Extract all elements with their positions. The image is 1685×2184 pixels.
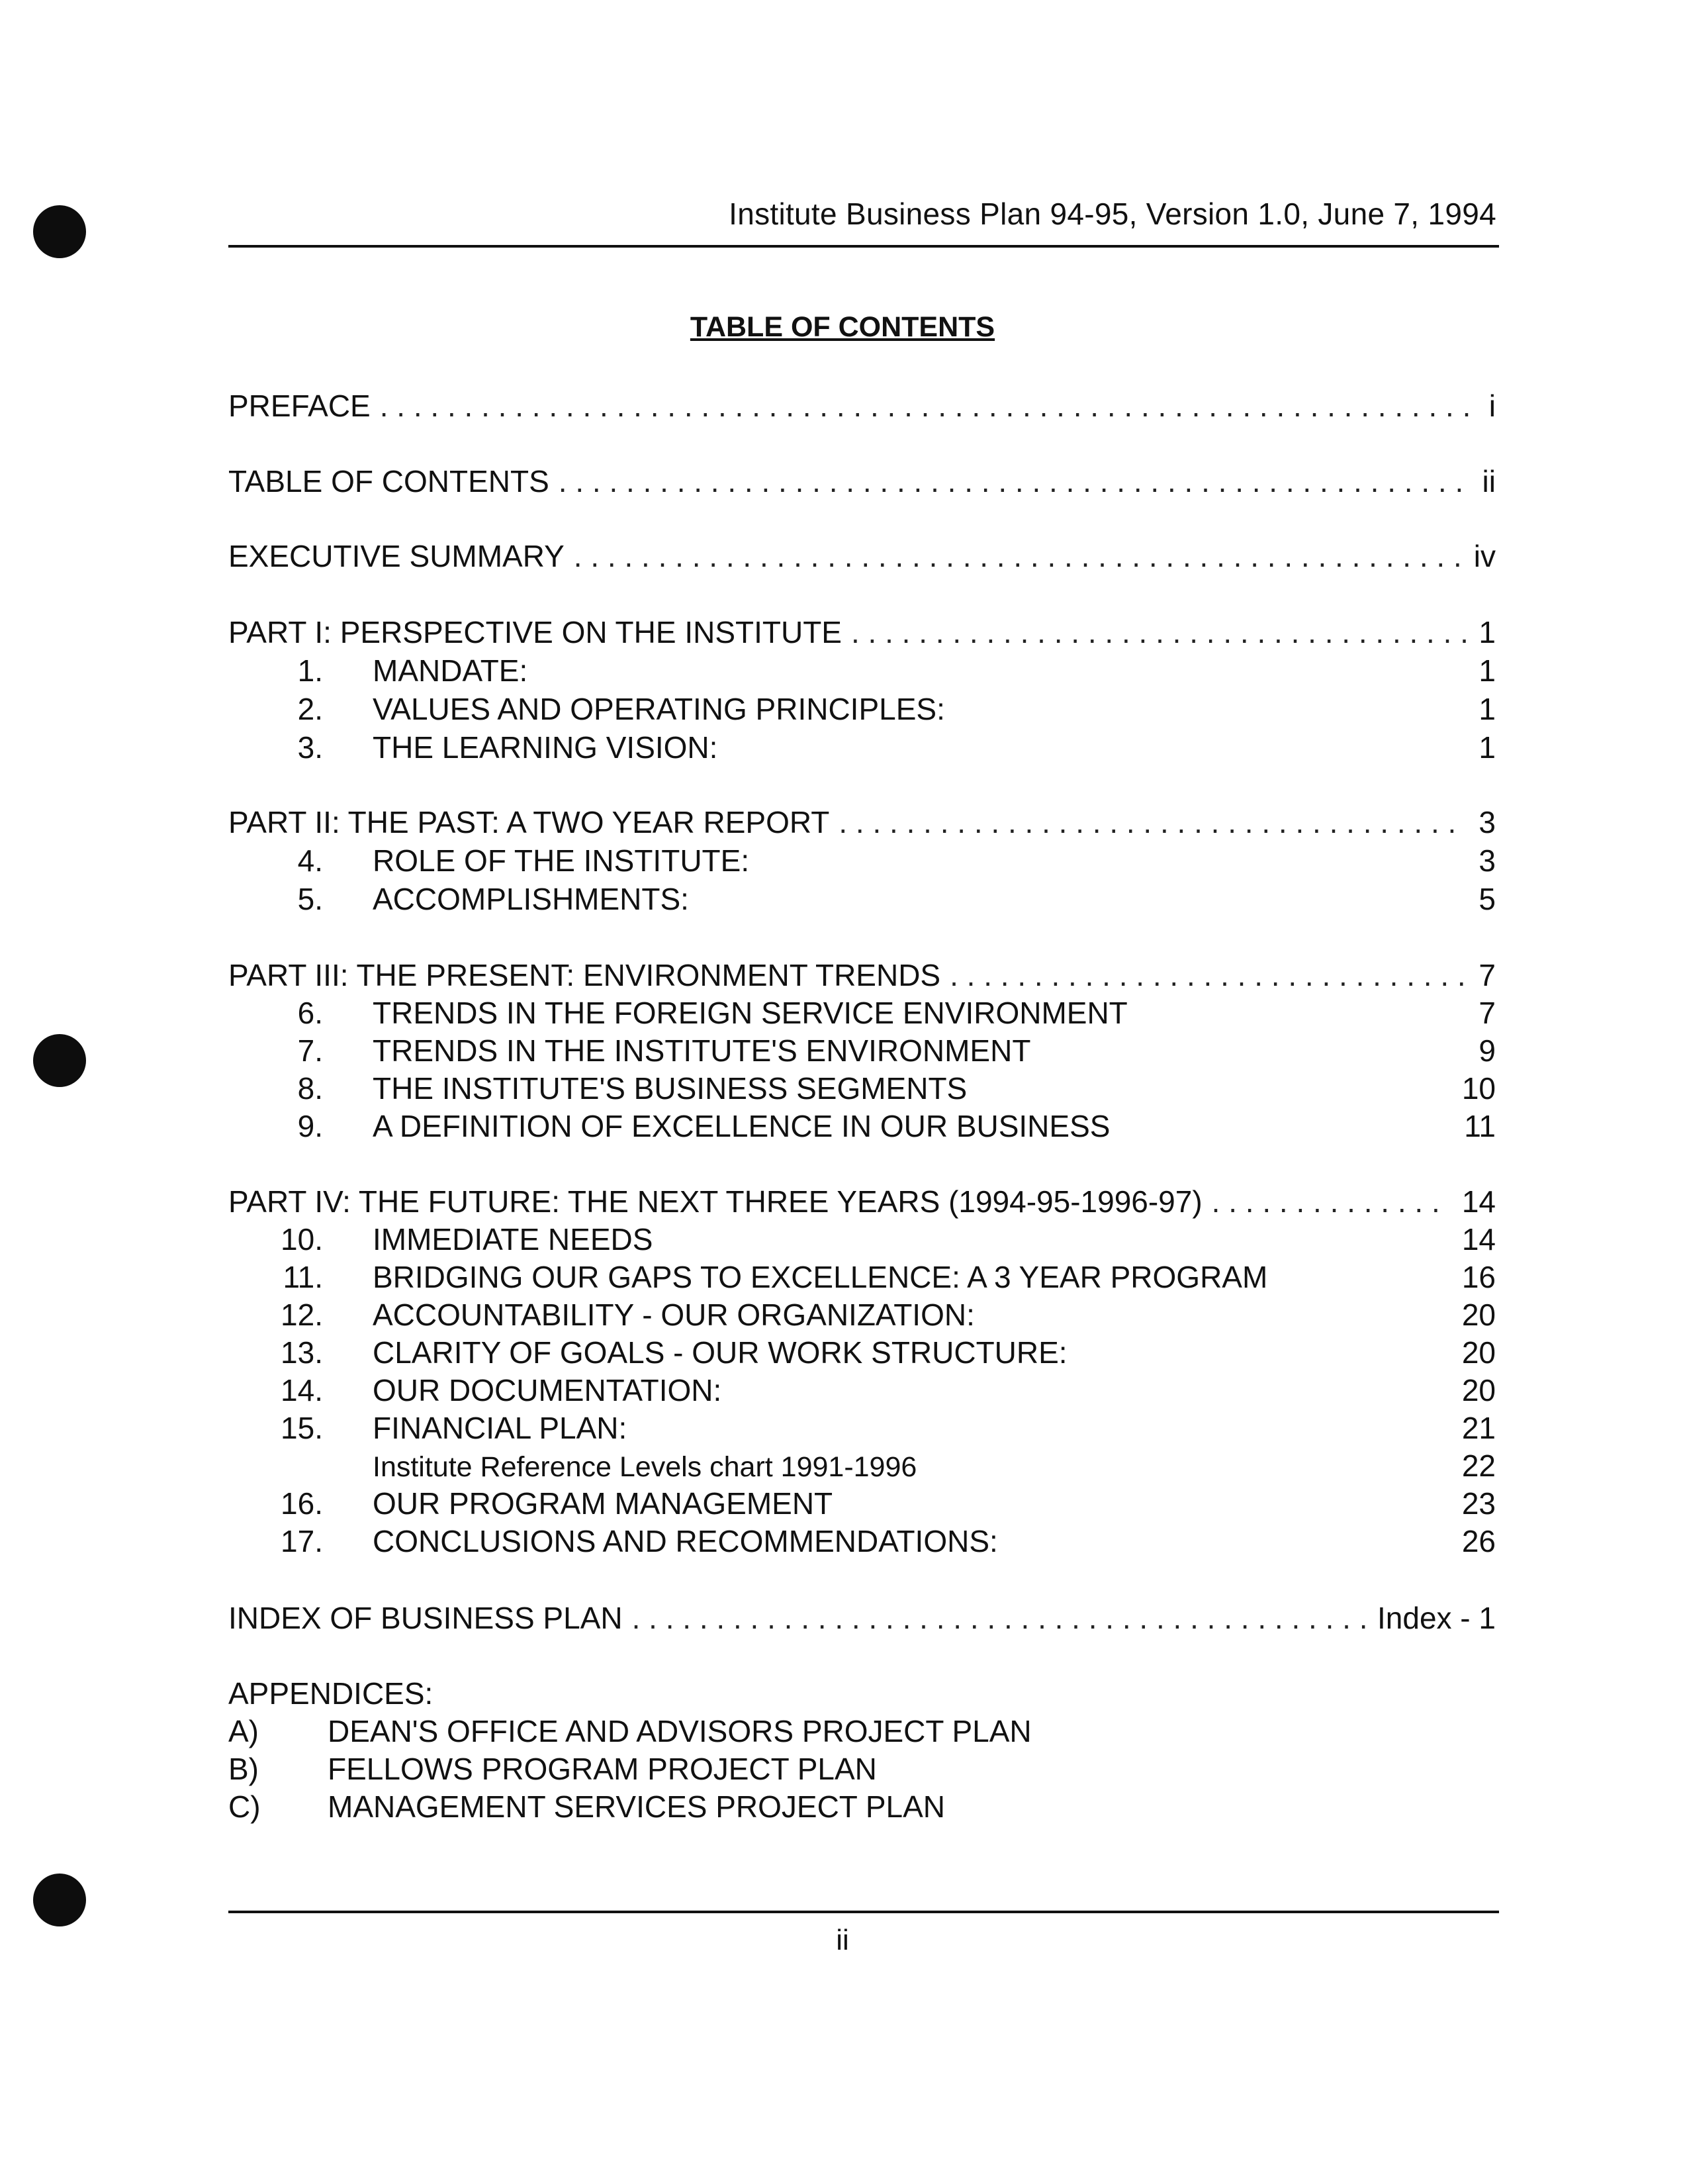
toc-item-number: 3. bbox=[297, 730, 323, 765]
toc-item bbox=[228, 879, 1496, 919]
toc-item-label: TRENDS IN THE FOREIGN SERVICE ENVIRONMENT bbox=[373, 996, 1128, 1030]
toc-entry-page: ii bbox=[1482, 464, 1496, 499]
toc-item-number: 11. bbox=[283, 1260, 323, 1294]
toc-item bbox=[228, 1031, 1496, 1070]
toc-item-label: ACCOUNTABILITY - OUR ORGANIZATION: bbox=[373, 1298, 975, 1332]
toc-part-1 bbox=[228, 612, 1496, 652]
toc-item-label: ROLE OF THE INSTITUTE: bbox=[373, 843, 750, 878]
toc-entry-label: PREFACE bbox=[228, 389, 371, 423]
toc-item-page: 21 bbox=[1461, 1411, 1496, 1445]
toc-part-2 bbox=[228, 802, 1496, 842]
toc-item-page: 9 bbox=[1479, 1033, 1496, 1068]
dot-leader bbox=[950, 955, 1467, 995]
toc-entry-label: TABLE OF CONTENTS bbox=[228, 464, 549, 499]
appendix-label: MANAGEMENT SERVICES PROJECT PLAN bbox=[328, 1789, 946, 1824]
toc-item-label: BRIDGING OUR GAPS TO EXCELLENCE: A 3 YEAR PROGRAM bbox=[373, 1260, 1268, 1294]
toc-item-number: 7. bbox=[297, 1033, 323, 1068]
appendix-letter: A) bbox=[228, 1714, 259, 1748]
toc-part-label: PART IV: THE FUTURE: THE NEXT THREE YEARS (1994-95-1996-97) bbox=[228, 1184, 1203, 1219]
footer-rule bbox=[228, 1911, 1499, 1913]
toc-item-number: 4. bbox=[297, 843, 323, 878]
running-header: Institute Business Plan 94-95, Version 1.0, June 7, 1994 bbox=[729, 197, 1496, 231]
toc-item bbox=[228, 993, 1496, 1033]
toc-item-number: 1. bbox=[297, 653, 323, 688]
toc-item bbox=[228, 1521, 1496, 1561]
toc-item-label: OUR DOCUMENTATION: bbox=[373, 1373, 722, 1407]
toc-item-page: 16 bbox=[1461, 1260, 1496, 1294]
punch-hole-middle bbox=[33, 1034, 86, 1087]
toc-entry-executive-summary bbox=[228, 536, 1496, 576]
toc-item-page: 1 bbox=[1479, 653, 1496, 688]
dot-leader bbox=[632, 1598, 1365, 1638]
dot-leader bbox=[380, 386, 1477, 426]
toc-item bbox=[228, 1257, 1496, 1297]
toc-item-number: 13. bbox=[281, 1335, 323, 1370]
toc-item-label: VALUES AND OPERATING PRINCIPLES: bbox=[373, 692, 945, 726]
toc-entry-page: Index - 1 bbox=[1377, 1601, 1496, 1635]
toc-part-page: 7 bbox=[1479, 958, 1496, 992]
toc-item bbox=[228, 1408, 1496, 1448]
toc-part-page: 1 bbox=[1479, 615, 1496, 649]
toc-item bbox=[228, 1106, 1496, 1146]
toc-item-page: 20 bbox=[1461, 1373, 1496, 1407]
appendix-item bbox=[228, 1711, 1032, 1751]
toc-entry-label: INDEX OF BUSINESS PLAN bbox=[228, 1601, 623, 1635]
toc-item bbox=[228, 651, 1496, 690]
toc-item-page: 3 bbox=[1479, 843, 1496, 878]
toc-item-page: 26 bbox=[1461, 1524, 1496, 1558]
toc-item-number: 15. bbox=[281, 1411, 323, 1445]
toc-item bbox=[228, 1068, 1496, 1108]
toc-item-label: IMMEDIATE NEEDS bbox=[373, 1222, 653, 1257]
toc-item-page: 20 bbox=[1461, 1335, 1496, 1370]
toc-entry-table-of-contents bbox=[228, 461, 1496, 501]
toc-item-number: 2. bbox=[297, 692, 323, 726]
toc-item bbox=[228, 841, 1496, 880]
toc-item bbox=[228, 1333, 1496, 1372]
toc-item bbox=[228, 1370, 1496, 1410]
toc-part-page: 3 bbox=[1479, 805, 1496, 839]
toc-item-number: 17. bbox=[281, 1524, 323, 1558]
toc-item-number: 5. bbox=[297, 882, 323, 916]
toc-item-page: 7 bbox=[1479, 996, 1496, 1030]
page-number: ii bbox=[836, 1924, 849, 1956]
appendix-item bbox=[228, 1787, 945, 1827]
dot-leader bbox=[574, 536, 1462, 576]
toc-item bbox=[228, 1484, 1496, 1523]
toc-item-label: TRENDS IN THE INSTITUTE'S ENVIRONMENT bbox=[373, 1033, 1031, 1068]
appendices-heading: APPENDICES: bbox=[228, 1676, 433, 1711]
toc-item-label: A DEFINITION OF EXCELLENCE IN OUR BUSINESS bbox=[373, 1109, 1111, 1143]
toc-entry-label: EXECUTIVE SUMMARY bbox=[228, 539, 565, 573]
dot-leader bbox=[559, 461, 1471, 501]
toc-item-page: 1 bbox=[1479, 692, 1496, 726]
toc-item-page: 22 bbox=[1461, 1448, 1496, 1483]
appendix-letter: C) bbox=[228, 1789, 261, 1824]
appendix-label: FELLOWS PROGRAM PROJECT PLAN bbox=[328, 1752, 877, 1786]
toc-item-label: THE LEARNING VISION: bbox=[373, 730, 718, 765]
toc-item-number: 16. bbox=[281, 1486, 323, 1521]
dot-leader bbox=[839, 802, 1467, 842]
toc-item bbox=[228, 1295, 1496, 1335]
dot-leader bbox=[851, 612, 1467, 652]
toc-item-page: 1 bbox=[1479, 730, 1496, 765]
toc-item-page: 11 bbox=[1464, 1109, 1496, 1143]
toc-item-number: 12. bbox=[281, 1298, 323, 1332]
toc-item-label: ACCOMPLISHMENTS: bbox=[373, 882, 689, 916]
toc-item-label: OUR PROGRAM MANAGEMENT bbox=[373, 1486, 833, 1521]
toc-item-page: 14 bbox=[1461, 1222, 1496, 1257]
toc-item-page: 20 bbox=[1461, 1298, 1496, 1332]
toc-part-label: PART I: PERSPECTIVE ON THE INSTITUTE bbox=[228, 615, 842, 649]
header-rule bbox=[228, 245, 1499, 248]
toc-item bbox=[228, 1219, 1496, 1259]
toc-item-number: 9. bbox=[297, 1109, 323, 1143]
toc-entry-preface bbox=[228, 386, 1496, 426]
toc-item-label: Institute Reference Levels chart 1991-1996 bbox=[373, 1451, 917, 1483]
toc-item-page: 5 bbox=[1479, 882, 1496, 916]
toc-item-label: THE INSTITUTE'S BUSINESS SEGMENTS bbox=[373, 1071, 968, 1106]
punch-hole-bottom bbox=[33, 1874, 86, 1926]
toc-item bbox=[228, 1446, 1496, 1486]
toc-item bbox=[228, 728, 1496, 767]
toc-item-number: 14. bbox=[281, 1373, 323, 1407]
toc-entry-page: i bbox=[1488, 389, 1496, 423]
page-title: TABLE OF CONTENTS bbox=[690, 311, 995, 343]
appendix-letter: B) bbox=[228, 1752, 259, 1786]
toc-item-label: FINANCIAL PLAN: bbox=[373, 1411, 627, 1445]
toc-item-label: CLARITY OF GOALS - OUR WORK STRUCTURE: bbox=[373, 1335, 1068, 1370]
toc-part-page: 14 bbox=[1461, 1184, 1496, 1219]
toc-item-number: 6. bbox=[297, 996, 323, 1030]
punch-hole-top bbox=[33, 205, 86, 258]
dot-leader bbox=[1212, 1182, 1450, 1221]
toc-item bbox=[228, 689, 1496, 729]
toc-item-label: MANDATE: bbox=[373, 653, 528, 688]
toc-entry-index bbox=[228, 1598, 1496, 1638]
toc-part-4 bbox=[228, 1182, 1496, 1221]
toc-item-page: 10 bbox=[1461, 1071, 1496, 1106]
toc-part-label: PART II: THE PAST: A TWO YEAR REPORT bbox=[228, 805, 830, 839]
toc-item-number: 10. bbox=[281, 1222, 323, 1257]
toc-part-label: PART III: THE PRESENT: ENVIRONMENT TRENDS bbox=[228, 958, 941, 992]
appendix-label: DEAN'S OFFICE AND ADVISORS PROJECT PLAN bbox=[328, 1714, 1032, 1748]
toc-item-label: CONCLUSIONS AND RECOMMENDATIONS: bbox=[373, 1524, 998, 1558]
toc-item-number: 8. bbox=[297, 1071, 323, 1106]
toc-item-page: 23 bbox=[1461, 1486, 1496, 1521]
appendix-item bbox=[228, 1749, 877, 1789]
toc-entry-page: iv bbox=[1473, 539, 1496, 573]
toc-part-3 bbox=[228, 955, 1496, 995]
